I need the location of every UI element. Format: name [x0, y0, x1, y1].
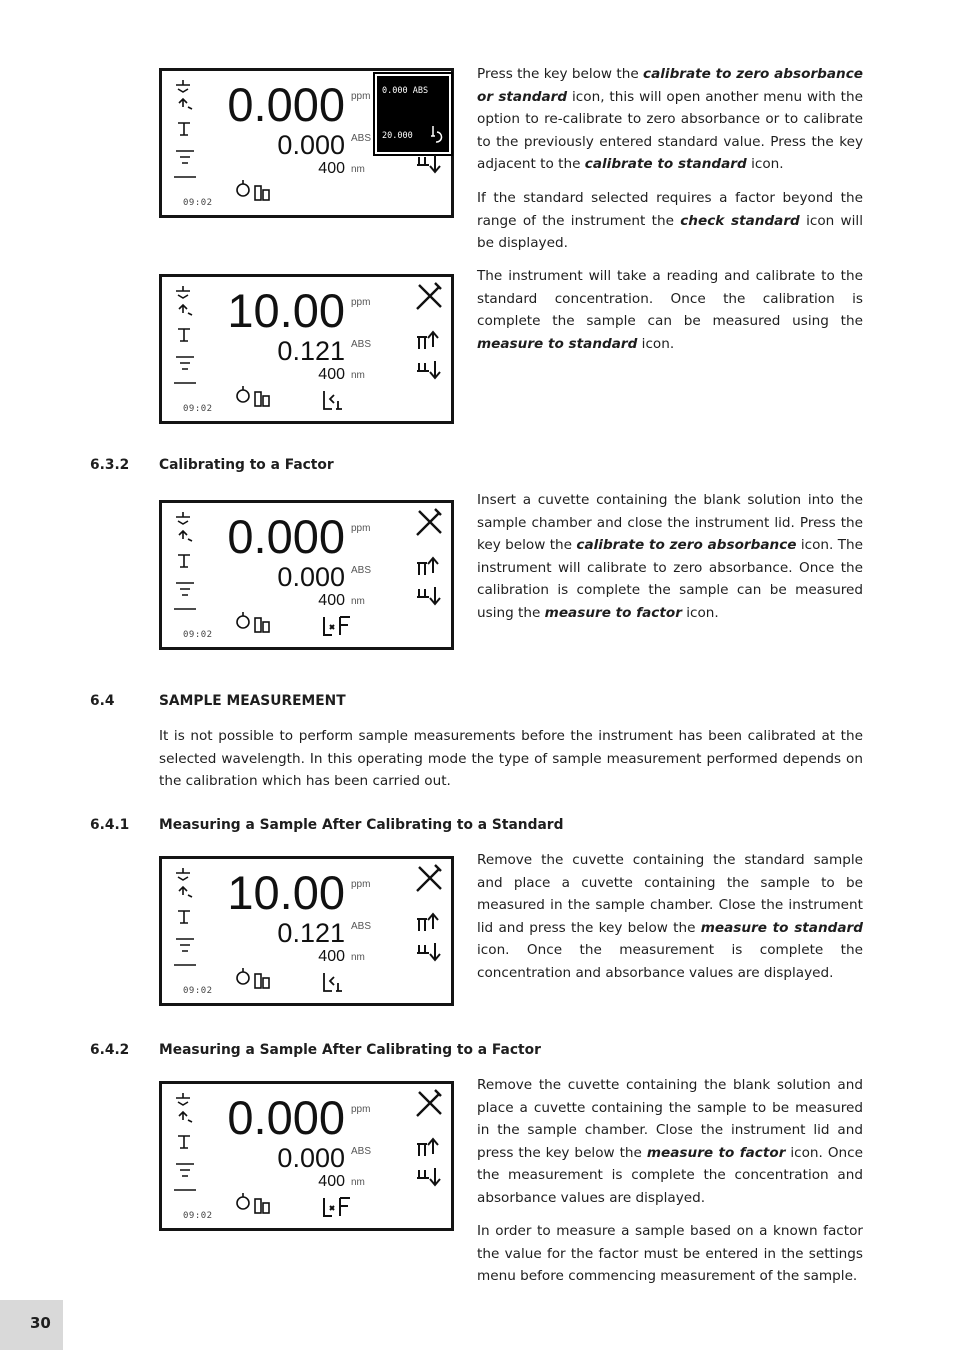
absorbance-readout: 0.000 [277, 130, 345, 160]
paragraph-sample-measurement: It is not possible to perform sample measurements before the instrument has been calibrated at the selected wavelength. In this operating mode the type of sample measurement performed depends on the calibration which has been carried out. [159, 728, 863, 789]
concentration-unit: ppm [351, 91, 371, 102]
text: icon. Once the measurement is complete the concentration and absorbance values are displayed. [477, 942, 863, 981]
absorbance-unit: ABS [351, 921, 372, 932]
section-heading-6-4-1 [90, 817, 563, 833]
clock-time: 09:02 [183, 198, 213, 208]
clock-time: 09:02 [183, 630, 213, 640]
wavelength-readout: 400 [318, 366, 345, 383]
concentration-readout: 0.000 [227, 1091, 345, 1144]
side-menu-icons [170, 509, 200, 619]
emphasis: measure to standard [477, 335, 638, 352]
calibrate-up-arrow-icon[interactable] [413, 555, 445, 587]
paragraph-take-reading [477, 265, 863, 355]
clock-time: 09:02 [183, 404, 213, 414]
side-menu-icons [170, 77, 200, 187]
clock-time: 09:02 [183, 986, 213, 996]
absorbance-unit: ABS [351, 565, 372, 576]
wavelength-readout: 400 [318, 160, 345, 177]
wavelength-readout: 400 [318, 592, 345, 609]
text: The instrument will take a reading and calibrate to the standard concentration. Once the calibration is complete the sample can be measured using the [477, 268, 863, 329]
emphasis: measure to factor [646, 1144, 786, 1161]
section-number: 6.3.2 [90, 457, 130, 473]
popup-zero-absorbance-option[interactable]: 0.000 ABS [382, 86, 429, 96]
wavelength-unit: nm [351, 952, 365, 963]
side-menu-icons [170, 1090, 200, 1200]
section-title: Calibrating to a Factor [159, 457, 334, 473]
section-title: SAMPLE MEASUREMENT [159, 693, 346, 709]
text: icon. [746, 156, 784, 172]
paragraph-measure-standard [477, 849, 863, 984]
text: Remove the cuvette containing the blank solution and place a cuvette containing the sample to be measured in the sample chamber. Close the instrument lid and press the key below the [477, 1077, 863, 1161]
wavelength-unit: nm [351, 370, 365, 381]
emphasis: calibrate to zero absorbance or standard [477, 66, 864, 105]
lcd-display-factor-calibration [159, 500, 454, 650]
text: Remove the cuvette containing the standard sample and place a cuvette containing the sample to be measured in the sample chamber. Close the instrument lid and press the key below the [477, 852, 863, 936]
text: icon. [681, 604, 719, 621]
concentration-unit: ppm [351, 1104, 371, 1115]
tools-settings-icon[interactable] [413, 507, 445, 539]
section-heading-6-4 [90, 693, 346, 709]
lcd-display-calibrate-menu [159, 68, 454, 218]
section-number: 6.4 [90, 693, 115, 709]
concentration-unit: ppm [351, 523, 371, 534]
calibrate-up-arrow-icon[interactable] [413, 911, 445, 943]
paragraph-measure-factor [477, 1074, 863, 1209]
side-menu-icons [170, 865, 200, 975]
text: icon will be displayed. [477, 212, 863, 251]
emphasis: calibrate to zero absorbance [576, 537, 797, 553]
measure-down-arrow-icon[interactable] [413, 153, 445, 185]
section-number: 6.4.1 [90, 817, 130, 833]
lamp-status-icon [235, 1189, 275, 1215]
text: Press the key below the [477, 66, 644, 82]
measure-to-factor-icon[interactable] [320, 1196, 360, 1218]
emphasis: calibrate to standard [584, 156, 747, 172]
measure-to-standard-icon[interactable] [320, 389, 360, 411]
absorbance-readout: 0.000 [277, 1143, 345, 1173]
calibrate-up-arrow-icon[interactable] [413, 1136, 445, 1168]
measure-to-standard-icon[interactable] [320, 971, 360, 993]
section-title: Measuring a Sample After Calibrating to a Factor [159, 1042, 541, 1058]
wavelength-readout: 400 [318, 948, 345, 965]
side-menu-icons [170, 283, 200, 393]
emphasis: check standard [680, 212, 800, 229]
lamp-status-icon [235, 382, 275, 408]
tools-settings-icon[interactable] [413, 1088, 445, 1120]
section-heading-6-3-2 [90, 457, 334, 473]
text: icon. Once the measurement is complete the concentration and absorbance values are displayed. [477, 1144, 863, 1206]
section-number: 6.4.2 [90, 1042, 130, 1058]
measure-down-arrow-icon[interactable] [413, 585, 445, 617]
lamp-status-icon [235, 176, 275, 202]
text: Insert a cuvette containing the blank solution into the sample chamber and close the instrument lid. Press the key below the [477, 492, 863, 553]
paragraph-insert-blank [477, 489, 863, 624]
emphasis: measure to standard [700, 919, 863, 936]
calibration-popup-menu[interactable] [375, 74, 451, 154]
measure-down-arrow-icon[interactable] [413, 359, 445, 391]
paragraph-known-factor: In order to measure a sample based on a known factor the value for the factor must be entered in the settings menu before commencing measurement of the sample. [477, 1223, 863, 1284]
concentration-unit: ppm [351, 879, 371, 890]
absorbance-unit: ABS [351, 133, 372, 144]
absorbance-readout: 0.121 [277, 918, 345, 948]
text: If the standard selected requires a factor beyond the range of the instrument the [477, 190, 863, 229]
absorbance-unit: ABS [351, 339, 372, 350]
tools-settings-icon[interactable] [413, 863, 445, 895]
wavelength-unit: nm [351, 596, 365, 607]
tools-settings-icon[interactable] [413, 281, 445, 313]
popup-standard-option[interactable]: 20.000 [382, 131, 413, 141]
paragraph-check-standard [477, 187, 863, 255]
page-number-tab [0, 1300, 63, 1350]
text: icon, this will open another menu with the option to re-calibrate to zero absorbance or to calibrate to the previously entered standard value. Press the key adjacent to the [477, 88, 863, 172]
section-title: Measuring a Sample After Calibrating to a Standard [159, 817, 564, 833]
text: icon. [637, 335, 675, 352]
check-standard-icon [429, 124, 445, 146]
concentration-readout: 0.000 [227, 510, 345, 563]
lcd-display-measure-factor [159, 1081, 454, 1231]
absorbance-readout: 0.121 [277, 336, 345, 366]
lamp-status-icon [235, 608, 275, 634]
lcd-display-standard-result [159, 274, 454, 424]
measure-to-factor-icon[interactable] [320, 615, 360, 637]
paragraph-calibrate-menu [477, 63, 863, 176]
wavelength-unit: nm [351, 164, 365, 175]
concentration-readout: 10.00 [227, 866, 345, 919]
clock-time: 09:02 [183, 1211, 213, 1221]
measure-down-arrow-icon[interactable] [413, 1166, 445, 1198]
concentration-readout: 0.000 [227, 78, 345, 131]
text: icon. The instrument will calibrate to zero absorbance. Once the calibration is complete the sample can be measured using the [477, 537, 864, 621]
calibrate-up-arrow-icon[interactable] [413, 329, 445, 361]
page-number: 30 [30, 1314, 51, 1332]
absorbance-readout: 0.000 [277, 562, 345, 592]
concentration-unit: ppm [351, 297, 371, 308]
measure-down-arrow-icon[interactable] [413, 941, 445, 973]
emphasis: measure to factor [544, 604, 682, 621]
wavelength-readout: 400 [318, 1173, 345, 1190]
lamp-status-icon [235, 964, 275, 990]
concentration-readout: 10.00 [227, 284, 345, 337]
lcd-display-measure-standard [159, 856, 454, 1006]
absorbance-unit: ABS [351, 1146, 372, 1157]
wavelength-unit: nm [351, 1177, 365, 1188]
section-heading-6-4-2 [90, 1042, 541, 1058]
